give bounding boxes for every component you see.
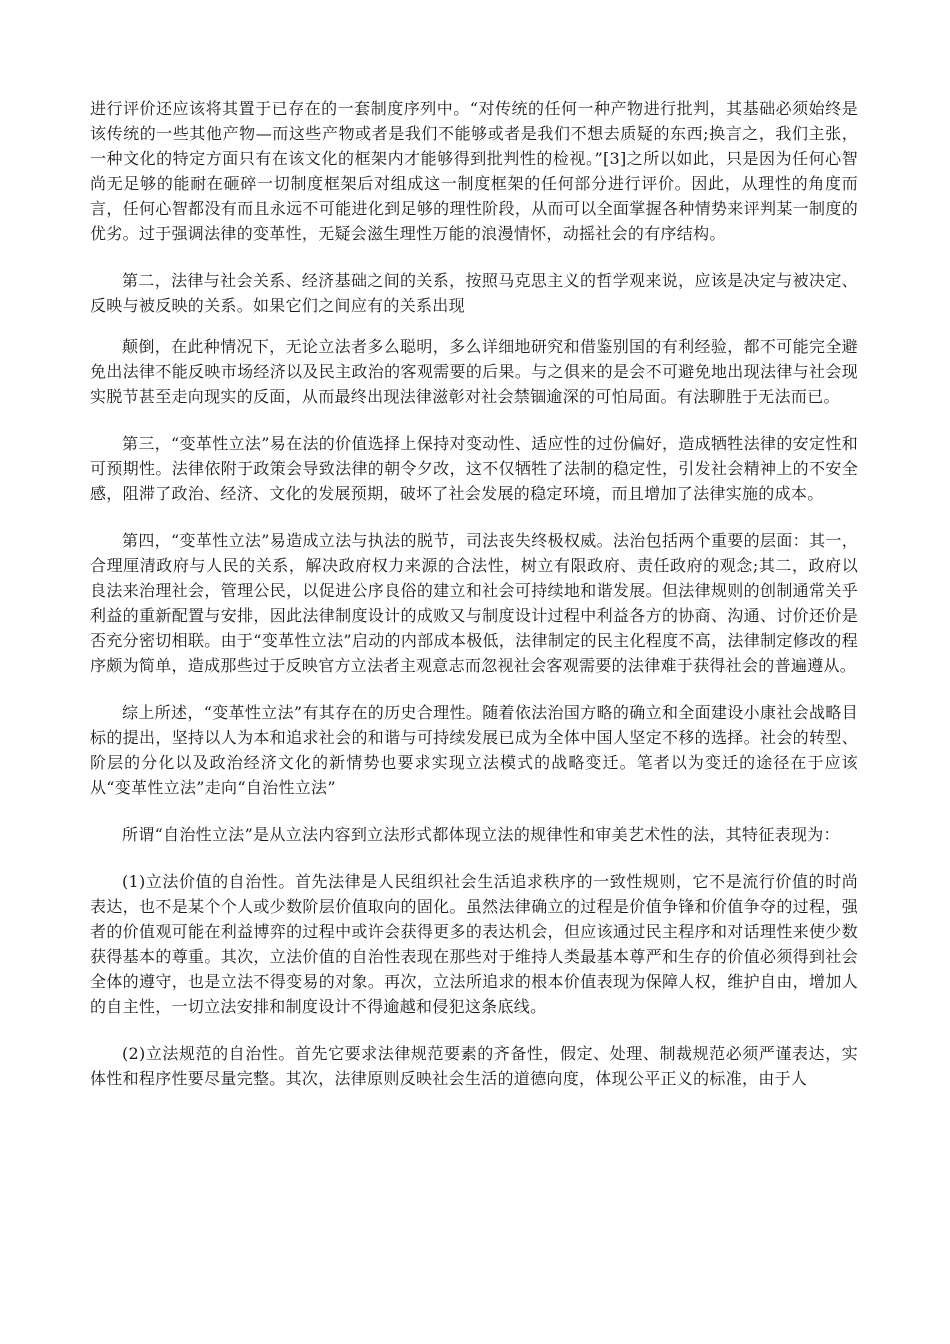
paragraph-2: 第二，法律与社会关系、经济基础之间的关系，按照马克思主义的哲学观来说，应该是决定与被决定、反映与被反映的关系。如果它们之间应有的关系出现 xyxy=(90,271,858,315)
document-page xyxy=(90,96,858,1113)
paragraph-8: (1)立法价值的自治性。首先法律是人民组织社会生活追求秩序的一致性规则，它不是流行价值的时尚表达，也不是某个个人或少数阶层价值取向的固化。虽然法律确立的过程是价值争锋和价值争夺的过程，强者的价值观可能在利益博弈的过程中或许会获得更多的表达机会，但应该通过民主程序和对话理性来使少数获得基本的尊重。其次，立法价值的自治性表现在那些对于维持人类最基本尊严和生存的价值必须得到社会全体的遵守，也是立法不得变易的对象。再次，立法所追求的根本价值表现为保障人权，维护自由，增加人的自主性，一切立法安排和制度设计不得逾越和侵犯这条底线。 xyxy=(90,872,858,1016)
paragraph-5: 第四，“变革性立法”易造成立法与执法的脱节，司法丧失终极权威。法治包括两个重要的层面：其一，合理厘清政府与人民的关系，解决政府权力来源的合法性，树立有限政府、责任政府的观念;其二，政府以良法来治理社会，管理公民，以促进公序良俗的建立和社会可持续地和谐发展。但法律规则的创制通常关乎利益的重新配置与安排，因此法律制度设计的成败又与制度设计过程中利益各方的协商、沟通、讨价还价是否充分密切相联。由于“变革性立法”启动的内部成本极低，法律制定的民主化程度不高，法律制定修改的程序颇为简单，造成那些过于反映官方立法者主观意志而忽视社会客观需要的法律难于获得社会的普遍遵从。 xyxy=(90,531,858,675)
paragraph-3: 颠倒，在此种情况下，无论立法者多么聪明，多么详细地研究和借鉴别国的有利经验，都不可能完全避免出法律不能反映市场经济以及民主政治的客观需要的后果。与之俱来的是会不可避免地出现法律与社会现实脱节甚至走向现实的反面，从而最终出现法律滋彰对社会禁锢逾深的可怕局面。有法聊胜于无法而已。 xyxy=(90,337,858,406)
paragraph-1: 进行评价还应该将其置于已存在的一套制度序列中。“对传统的任何一种产物进行批判，其基础必须始终是该传统的一些其他产物—而这些产物或者是我们不能够或者是我们不想去质疑的东西;换言之，我们主张，一种文化的特定方面只有在该文化的框架内才能够得到批判性的检视。”[3]之所以如此，只是因为任何心智尚无足够的能耐在砸碎一切制度框架后对组成这一制度框架的任何部分进行评价。因此，从理性的角度而言，任何心智都没有而且永远不可能进化到足够的理性阶段，从而可以全面掌握各种情势来评判某一制度的优劣。过于强调法律的变革性，无疑会滋生理性万能的浪漫情怀，动摇社会的有序结构。 xyxy=(90,99,858,243)
paragraph-9: (2)立法规范的自治性。首先它要求法律规范要素的齐备性，假定、处理、制裁规范必须严谨表达，实体性和程序性要尽量完整。其次，法律原则反映社会生活的道德向度，体现公平正义的标准，由于人 xyxy=(90,1044,858,1088)
paragraph-7: 所谓“自治性立法”是从立法内容到立法形式都体现立法的规律性和审美艺术性的法，其特征表现为： xyxy=(122,825,840,844)
paragraph-6: 综上所述，“变革性立法”有其存在的历史合理性。随着依法治国方略的确立和全面建设小康社会战略目标的提出，坚持以人为本和追求社会的和谐与可持续发展已成为全体中国人坚定不移的选择。社会的转型、阶层的分化以及政治经济文化的新情势也要求实现立法模式的战略变迁。笔者以为变迁的途径在于应该从“变革性立法”走向“自治性立法” xyxy=(90,703,858,797)
paragraph-4: 第三，“变革性立法”易在法的价值选择上保持对变动性、适应性的过份偏好，造成牺牲法律的安定性和可预期性。法律依附于政策会导致法律的朝令夕改，这不仅牺牲了法制的稳定性，引发社会精神上的不安全感，阻滞了政治、经济、文化的发展预期，破坏了社会发展的稳定环境，而且增加了法律实施的成本。 xyxy=(90,434,858,503)
